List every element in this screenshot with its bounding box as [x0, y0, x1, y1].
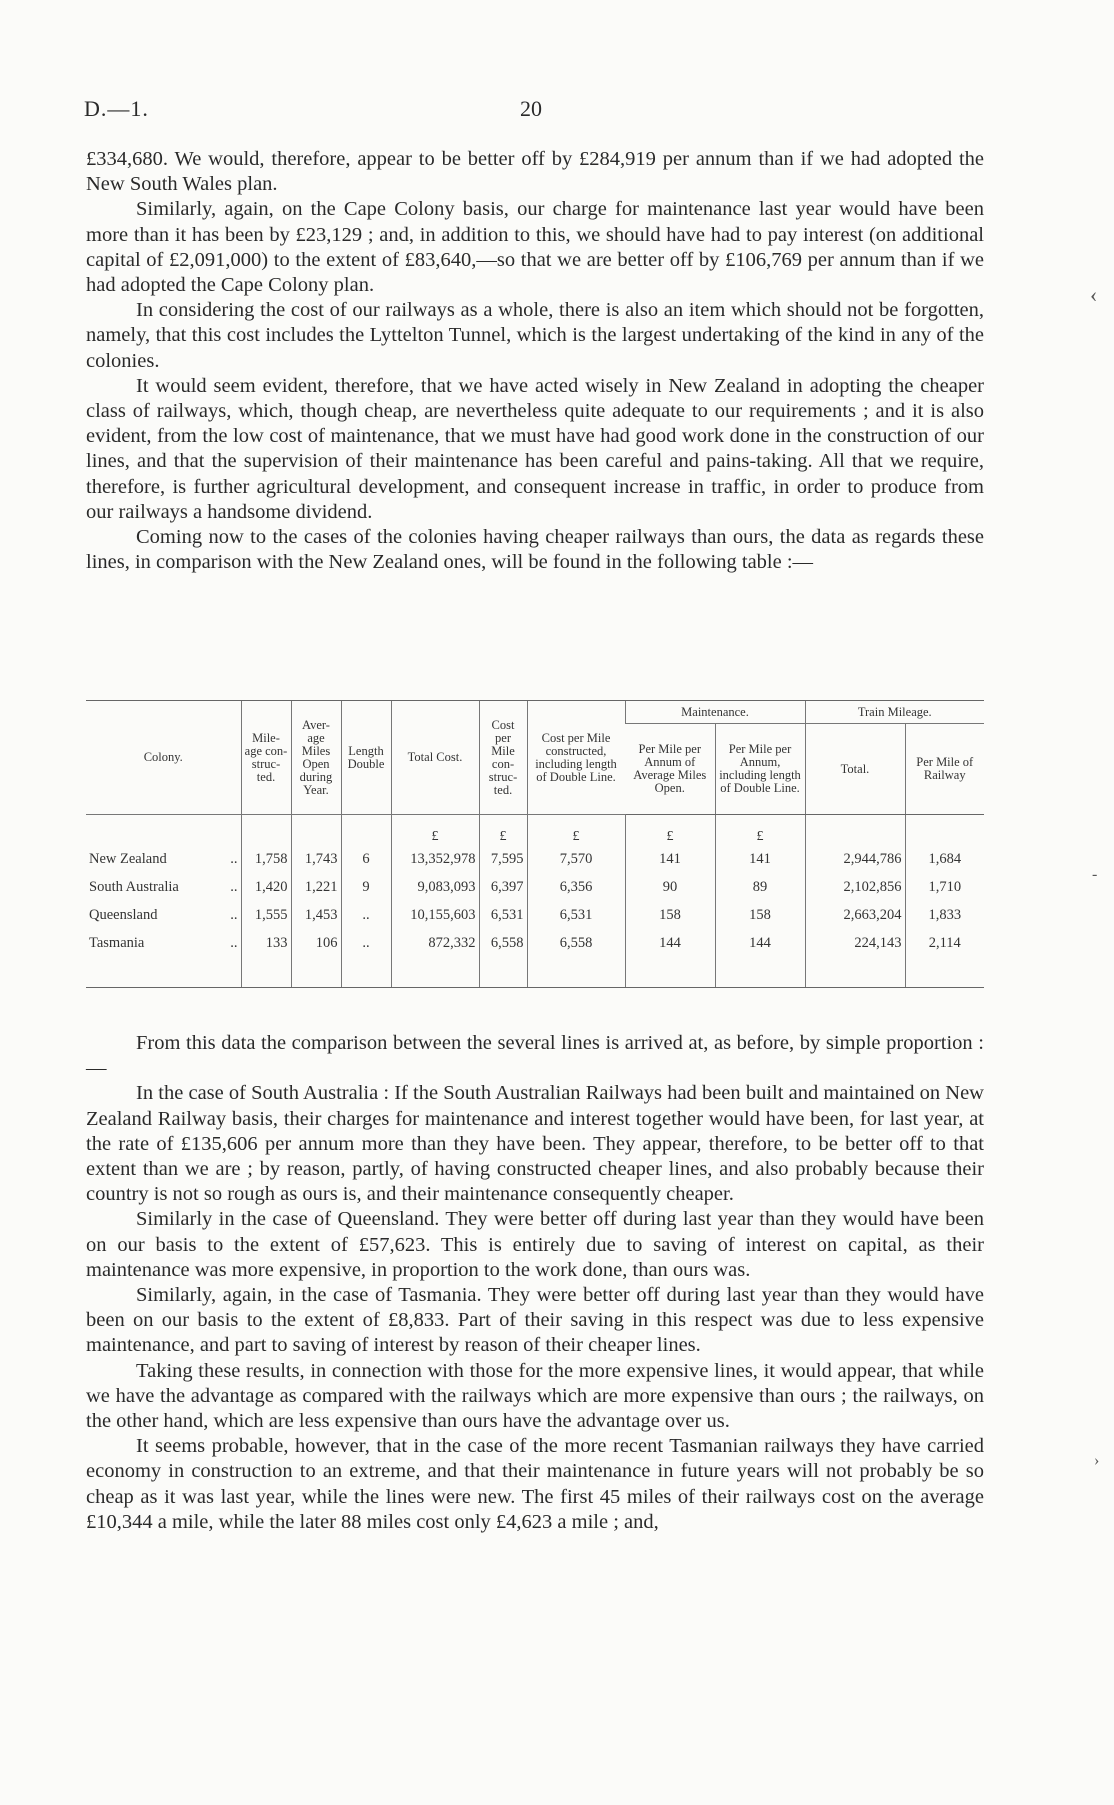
units-row — [86, 815, 984, 846]
total-cost-cell: 13,352,978 — [391, 845, 479, 873]
maint-incl-double-cell: 89 — [715, 873, 805, 901]
length-double-cell: 6 — [341, 845, 391, 873]
paragraph: In the case of South Australia : If the South Australian Railways had been built and maintained on New Zealand Railway basis, their charges for maintenance and interest together would have been, for last year, at the rate of £135,606 per annum more than they have been. They appear, therefore, to be better off to that extent than we are ; by reason, partly, of having constructed cheaper lines, and also probably because their country is not so rough as ours is, and their maintenance consequently cheaper. — [86, 1082, 984, 1206]
unit-symbol: £ — [527, 815, 625, 846]
cost-per-mile-cell: 6,558 — [479, 929, 527, 957]
train-per-mile-cell: 1,833 — [905, 901, 984, 929]
leader-dots: .. — [230, 934, 238, 951]
length-double-cell: 9 — [341, 873, 391, 901]
table-bottom-rule — [86, 957, 984, 988]
paragraph: It would seem evident, therefore, that we have acted wisely in New Zealand in adopting the cheaper class of railways, which, though cheap, are nevertheless quite adequate to our requirements ; and it is also evident, from the low cost of maintenance, that we must have had good work done in the construction of our lines, and that the supervision of their maintenance has been careful and pains-taking. All that we require, therefore, is further agricultural development, and consequent increase in traffic, in order to produce from our railways a handsome dividend. — [86, 374, 984, 523]
length-double-cell: .. — [341, 929, 391, 957]
margin-mark: - — [1092, 866, 1098, 883]
cost-per-mile-cell: 6,531 — [479, 901, 527, 929]
unit-symbol: £ — [391, 815, 479, 846]
table-row — [86, 873, 984, 901]
body-text-top — [86, 147, 984, 575]
paragraph: Taking these results, in connection with those for the more expensive lines, it would appear, that while we have the advantage as compared with the railways which are more expensive than ours ; the railways, on the other hand, which are less expensive than ours have the advantage over us. — [86, 1359, 984, 1433]
mileage-cell: 133 — [241, 929, 291, 957]
mileage-cell: 1,555 — [241, 901, 291, 929]
train-total-cell: 2,102,856 — [805, 873, 905, 901]
colony-name: Queensland — [89, 906, 158, 923]
unit-symbol: £ — [625, 815, 715, 846]
length-double-header: Length Double — [341, 701, 391, 815]
maint-per-mile-cell: 158 — [625, 901, 715, 929]
train-total-cell: 224,143 — [805, 929, 905, 957]
average-cell: 1,743 — [291, 845, 341, 873]
colony-name: Tasmania — [89, 934, 145, 951]
total-cost-cell: 872,332 — [391, 929, 479, 957]
leader-dots: .. — [230, 878, 238, 895]
margin-mark: › — [1094, 1452, 1100, 1469]
maint-incl-double-cell: 144 — [715, 929, 805, 957]
unit-symbol: £ — [479, 815, 527, 846]
maint-incl-double-header: Per Mile per Annum, including length of Double Line. — [715, 724, 805, 815]
cost-per-mile-cell: 6,397 — [479, 873, 527, 901]
colony-name: New Zealand — [89, 850, 167, 867]
length-double-cell: .. — [341, 901, 391, 929]
paragraph: Coming now to the cases of the colonies having cheaper railways than ours, the data as regards these lines, in comparison with the New Zealand ones, will be found in the following table :— — [86, 526, 984, 574]
document-reference: D.—1. — [84, 96, 149, 121]
table-row — [86, 901, 984, 929]
colony-name: South Australia — [89, 878, 179, 895]
train-mileage-group-header: Train Mileage. — [805, 701, 984, 724]
train-per-mile-header: Per Mile of Railway — [905, 724, 984, 815]
cost-incl-double-cell: 6,558 — [527, 929, 625, 957]
total-cost-cell: 9,083,093 — [391, 873, 479, 901]
leader-dots: .. — [230, 850, 238, 867]
train-per-mile-cell: 1,710 — [905, 873, 984, 901]
leader-dots: .. — [230, 906, 238, 923]
average-cell: 1,221 — [291, 873, 341, 901]
colony-header: Colony. — [86, 701, 241, 815]
cost-incl-double-cell: 7,570 — [527, 845, 625, 873]
unit-symbol: £ — [715, 815, 805, 846]
train-per-mile-cell: 1,684 — [905, 845, 984, 873]
total-cost-cell: 10,155,603 — [391, 901, 479, 929]
maint-per-mile-header: Per Mile per Annum of Average Miles Open. — [625, 724, 715, 815]
train-total-cell: 2,944,786 — [805, 845, 905, 873]
maint-incl-double-cell: 141 — [715, 845, 805, 873]
mileage-cell: 1,420 — [241, 873, 291, 901]
paragraph: Similarly, again, on the Cape Colony basis, our charge for maintenance last year would have been more than it has been by £23,129 ; and, in addition to this, we should have had to pay interest (on additional capital of £2,091,000) to the extent of £83,640,—so that we are better off by £106,769 per annum than if we had adopted the Cape Colony plan. — [86, 198, 984, 297]
paragraph: In considering the cost of our railways as a whole, there is also an item which should not be forgotten, namely, that this cost includes the Lyttelton Tunnel, which is the largest undertaking of the kind in any of the colonies. — [86, 299, 984, 372]
train-total-header: Total. — [805, 724, 905, 815]
average-cell: 1,453 — [291, 901, 341, 929]
cost-incl-double-cell: 6,356 — [527, 873, 625, 901]
paragraph: £334,680. We would, therefore, appear to be better off by £284,919 per annum than if we had adopted the New South Wales plan. — [86, 148, 984, 196]
table-row — [86, 929, 984, 957]
total-cost-header: Total Cost. — [391, 701, 479, 815]
average-cell: 106 — [291, 929, 341, 957]
paragraph: Similarly in the case of Queensland. They were better off during last year than they would have been on our basis to the extent of £57,623. This is entirely due to saving of interest on capital, as their maintenance was more expensive, in proportion to the work done, than ours was. — [86, 1208, 984, 1281]
cost-per-mile-cell: 7,595 — [479, 845, 527, 873]
cost-incl-double-header: Cost per Mile constructed, including length of Double Line. — [527, 701, 625, 815]
maint-incl-double-cell: 158 — [715, 901, 805, 929]
train-per-mile-cell: 2,114 — [905, 929, 984, 957]
maint-per-mile-cell: 90 — [625, 873, 715, 901]
average-miles-header: Aver-age Miles Open during Year. — [291, 701, 341, 815]
page-number: 20 — [520, 96, 542, 121]
paragraph: From this data the comparison between the several lines is arrived at, as before, by simple proportion :— — [86, 1032, 984, 1080]
maint-per-mile-cell: 141 — [625, 845, 715, 873]
page-header — [84, 96, 984, 126]
margin-mark: ‹ — [1090, 282, 1098, 307]
mileage-cell: 1,758 — [241, 845, 291, 873]
mileage-header: Mile-age con-struc-ted. — [241, 701, 291, 815]
table-row — [86, 845, 984, 873]
maint-per-mile-cell: 144 — [625, 929, 715, 957]
maintenance-group-header: Maintenance. — [625, 701, 805, 724]
cost-per-mile-header: Cost per Mile con-struc-ted. — [479, 701, 527, 815]
paragraph: Similarly, again, in the case of Tasmania. They were better off during last year than they would have been on our basis to the extent of £8,833. Part of their saving in this respect was due to less expensive maintenance, and part to saving of interest by reason of their cheaper lines. — [86, 1284, 984, 1357]
railway-comparison-table — [86, 700, 984, 988]
cost-incl-double-cell: 6,531 — [527, 901, 625, 929]
paragraph: It seems probable, however, that in the case of the more recent Tasmanian railways they have carried economy in construction to an extreme, and that their maintenance in future years will not probably be so cheap as it was last year, while the lines were new. The first 45 miles of their railways cost on the average £10,344 a mile, while the later 88 miles cost only £4,623 a mile ; and, — [86, 1435, 984, 1533]
train-total-cell: 2,663,204 — [805, 901, 905, 929]
body-text-bottom — [86, 1031, 984, 1535]
